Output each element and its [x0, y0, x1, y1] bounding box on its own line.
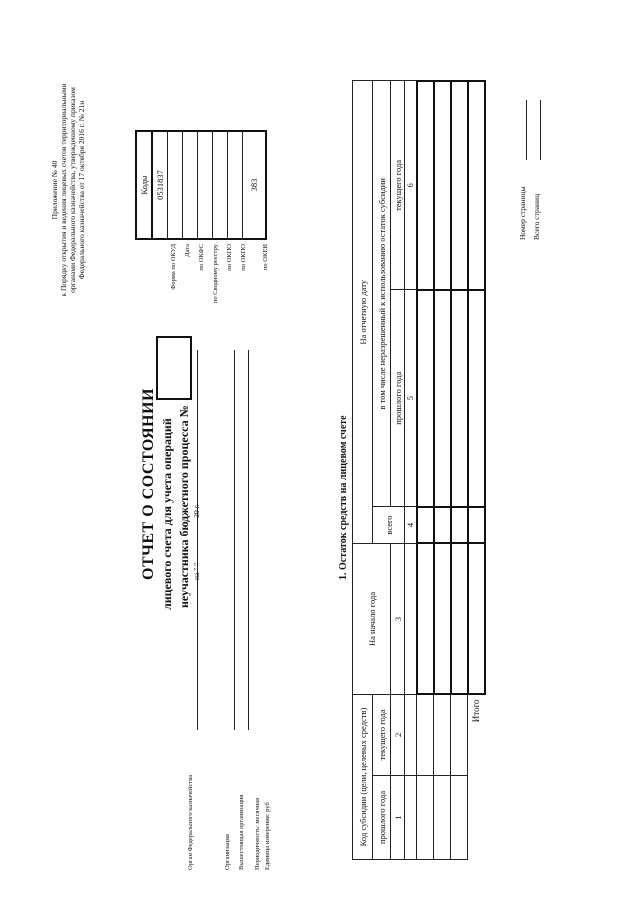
table-cell[interactable]: [417, 543, 434, 694]
page-total-text: Всего страниц: [532, 193, 541, 240]
table-cell[interactable]: [417, 290, 434, 507]
table-cell[interactable]: [417, 81, 434, 290]
table-cell[interactable]: [451, 81, 468, 290]
field-unit-label: Единица измерения: руб: [264, 802, 271, 870]
col-num-2: 2: [391, 694, 405, 775]
num-row-3: [405, 543, 417, 694]
code-okud: 0531837: [152, 131, 168, 239]
report-subtitle-1: лицевого счета для учета операций: [160, 418, 174, 610]
label-okud: Форма по ОКУД: [170, 244, 177, 290]
page-number-line[interactable]: [526, 100, 527, 160]
report-title: ОТЧЕТ О СОСТОЯНИИ: [140, 388, 157, 580]
appendix-number: Приложение № 40: [50, 160, 59, 220]
col-num-1: 1: [391, 775, 405, 859]
code-okpo[interactable]: [213, 131, 228, 239]
code-okei: 383: [243, 131, 267, 239]
num-row-6: 6: [405, 81, 417, 290]
col-begin-year: На начало года: [353, 543, 391, 694]
code-date[interactable]: [168, 131, 183, 239]
col-total: всего: [373, 507, 405, 544]
field-parent-org-line[interactable]: [248, 350, 249, 730]
page-total-line[interactable]: [540, 100, 541, 160]
label-okpo2: по ОКПО: [240, 244, 247, 271]
balance-table: [352, 80, 486, 860]
table-cell[interactable]: [468, 543, 485, 694]
label-okpo: по ОКПО: [226, 244, 233, 271]
table-cell[interactable]: [434, 775, 451, 859]
appendix-line3: Федерального казначейства от 17 октября 2016 г. № 21н: [77, 100, 86, 280]
table-row: [434, 81, 451, 860]
col-reporting-date: На отчетную дату: [353, 81, 373, 543]
code-okfs[interactable]: [183, 131, 198, 239]
num-row-5: 5: [405, 290, 417, 507]
table-row: [451, 81, 468, 860]
num-row-1: [405, 775, 417, 859]
total-label: Итого: [471, 699, 482, 723]
num-row-4: 4: [405, 507, 417, 544]
table-cell[interactable]: [451, 775, 468, 859]
table-cell[interactable]: [417, 507, 434, 544]
num-row-2: [405, 694, 417, 775]
date-prefix: на " ": [192, 562, 201, 580]
col-subsidy-code: Код субсидии (цели, целевых средств): [353, 694, 373, 859]
code-okpo2[interactable]: [228, 131, 243, 239]
codes-table: [135, 130, 267, 240]
col-sub-prev: прошлого года: [391, 290, 405, 507]
table-cell[interactable]: [417, 694, 434, 775]
page-number-label: [518, 186, 527, 240]
report-subtitle-2: неучастника бюджетного процесса №: [177, 405, 191, 608]
table-cell[interactable]: [468, 290, 485, 507]
appendix-line1: к Порядку открытия и ведения лицевых счетов территориальными: [59, 83, 68, 297]
label-date: Дата: [184, 244, 191, 257]
field-parent-org-label: Вышестоящая организация: [238, 794, 245, 870]
page-number-text: Номер страницы: [518, 186, 527, 240]
table-cell[interactable]: [451, 694, 468, 775]
table-cell[interactable]: [468, 507, 485, 544]
label-svodny: по Сводному реестру: [212, 244, 219, 304]
label-okfs: по ОКФС: [198, 244, 205, 271]
table-cell[interactable]: [434, 694, 451, 775]
field-treasury-line[interactable]: [197, 350, 198, 730]
table-cell[interactable]: [434, 543, 451, 694]
section-title: 1. Остаток средств на лицевом счете: [338, 415, 349, 580]
appendix-line2: органами Федерального казначейства, утвержденному приказом: [68, 87, 77, 293]
table-cell[interactable]: [451, 290, 468, 507]
field-org-label: Организация: [224, 834, 231, 870]
account-number-box[interactable]: [156, 336, 192, 400]
date-year: 20 г.: [192, 504, 201, 518]
table-row: [417, 81, 434, 860]
label-okei: по ОКЕИ: [262, 244, 269, 271]
field-periodicity-label: Периодичность: месячная: [254, 797, 261, 870]
col-prev-year: прошлого года: [373, 775, 391, 859]
table-cell[interactable]: [434, 507, 451, 544]
table-total-row: [468, 81, 485, 860]
table-cell[interactable]: [451, 507, 468, 544]
table-cell[interactable]: [434, 81, 451, 290]
table-cell[interactable]: [434, 290, 451, 507]
col-unallowed: в том числе неразрешенный к использованию остаток субсидии: [373, 81, 391, 507]
col-curr-year: текущего года: [373, 694, 391, 775]
codes-header: Коды: [136, 131, 152, 239]
col-num-3: 3: [391, 543, 405, 694]
col-sub-curr: текущего года: [391, 81, 405, 290]
page-total-label: [532, 194, 541, 240]
rotated-document: [40, 20, 600, 880]
field-org-line[interactable]: [234, 350, 235, 730]
appendix-header: [50, 60, 86, 320]
table-cell[interactable]: [468, 81, 485, 290]
field-treasury-label: Орган Федерального казначейства: [187, 774, 194, 870]
table-cell[interactable]: [417, 775, 434, 859]
table-cell[interactable]: [451, 543, 468, 694]
code-svodny[interactable]: [198, 131, 213, 239]
